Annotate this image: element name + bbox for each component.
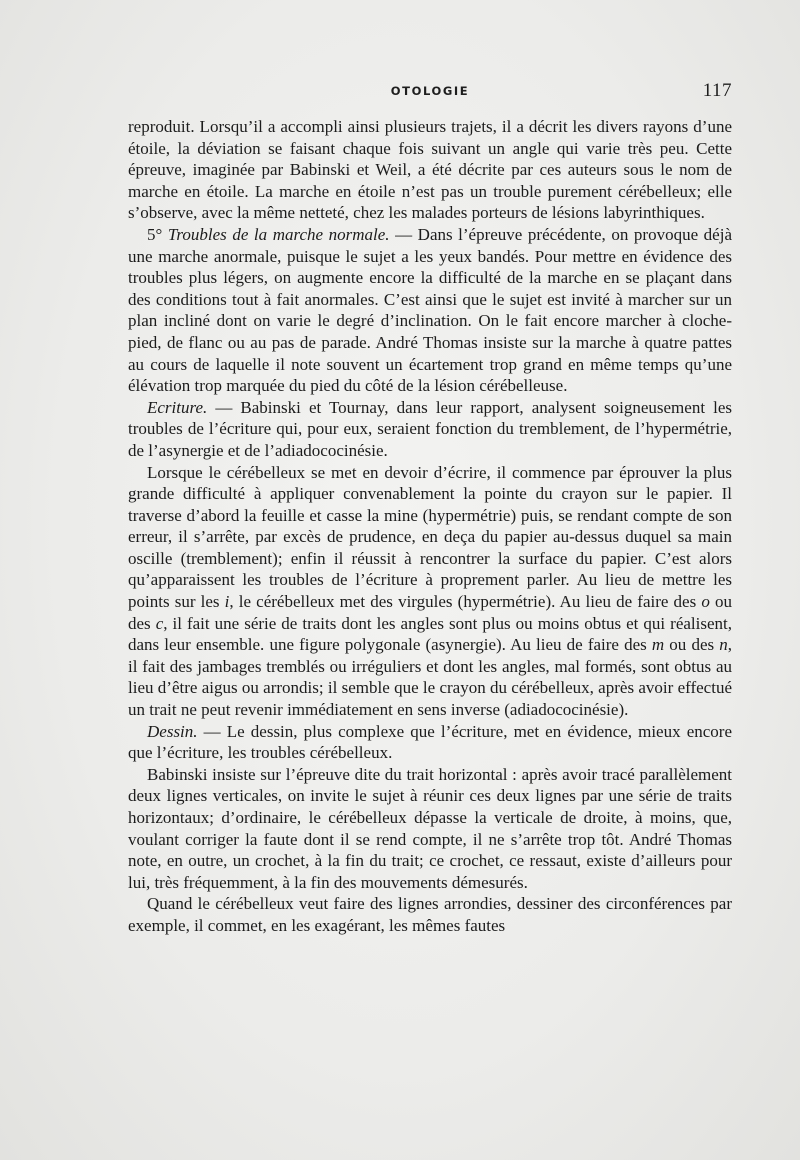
running-title: OTOLOGIE: [390, 84, 470, 98]
page-number: 117: [702, 80, 732, 101]
paragraph-text: ou des: [664, 635, 720, 655]
paragraph-lignes-arrondies: Quand le cérébelleux veut faire des lignes arrondies, dessiner des circonférences par exemple, il commet, en les exagérant, les mêmes fautes: [128, 894, 732, 935]
paragraph-text: — Dans l’épreuve précédente, on provoque déjà une marche anormale, puisque le sujet a les yeux bandés. Pour mettre en évidence des troubles plus légers, on augmente encore la difficulté de la marche en se plaçant dans des conditions tout à fait anormales. C’est ainsi que le sujet est invité à marcher sur un plan incliné dont on varie le degré d’inclination. On le fait encore marcher à cloche-pied, de flanc ou au pas de parade. André Thomas insiste sur la marche à quatre pattes au cours de laquelle il note souvent un écartement trop grand en même temps qu’une élévation trop marquée du pied du côté de la lésion cérébelleuse.: [128, 224, 732, 396]
letter-i: i: [224, 592, 230, 612]
paragraph-text: , le cérébelleux met des virgules (hypermétrie). Au lieu de faire des: [229, 592, 702, 612]
paragraph-dessin: [128, 721, 732, 764]
letter-m: m: [651, 635, 665, 655]
section-heading-dessin: Dessin.: [147, 721, 198, 741]
section-heading-troubles-marche: Troubles de la marche normale.: [167, 224, 390, 244]
paragraph-marche-en-etoile: reproduit. Lorsqu’il a accompli ainsi plusieurs trajets, il a décrit les divers rayons d’une étoile, la déviation se faisant chaque fois suivant un angle qui varie très peu. Cette épreuve, imaginée par Babinski et Weil, a été décrite par ces auteurs sous le nom de marche en étoile. La marche en étoile n’est pas un trouble purement cérébelleux; elle s’observe, avec la même netteté, chez les malades porteurs de lésions labyrinthiques.: [128, 117, 732, 223]
body-text: [128, 116, 732, 937]
letter-c: c: [155, 613, 164, 633]
paragraph-trait-horizontal: Babinski insiste sur l’épreuve dite du trait horizontal : après avoir tracé parallèlement deux lignes verticales, on invite le sujet à réunir ces deux lignes par une série de traits horizontaux; d’ordinaire, le cérébelleux dépasse la verticale de droite, à moins, que, voulant corriger la faute dont il se rend compte, il ne s’arrête trop tôt. André Thomas note, en outre, un crochet, à la fin du trait; ce crochet, ce ressaut, existe d’ailleurs pour lui, très fréquemment, à la fin des mouvements démesurés.: [128, 764, 732, 892]
paragraph-text: ou des: [128, 592, 732, 633]
paragraph-text: — Le dessin, plus complexe que l’écriture, met en évidence, mieux encore que l’écriture, les troubles cérébelleux.: [128, 721, 732, 763]
paragraph-ecriture-details: [128, 462, 732, 721]
paragraph-text: Lorsque le cérébelleux se met en devoir d’écrire, il commence par éprouver la plus grande difficulté à appliquer convenablement la pointe du crayon sur le papier. Il traverse d’abord la feuille et casse la mine (hypermétrie) puis, se rendant compte de son erreur, il s’arrête, par excès de prudence, en deça du papier au-dessus duquel sa main oscille (tremblement); enfin il réussit à rencontrer la surface du papier. C’est alors qu’apparaissent les troubles de l’écriture à proprement parler. Au lieu de mettre les points sur les: [128, 462, 732, 612]
paragraph-text: , il fait une série de traits dont les angles sont plus ou moins obtus et qui réalisent, dans leur ensemble. une figure polygonale (asynergie). Au lieu de faire des: [128, 613, 732, 655]
letter-o: o: [701, 592, 710, 612]
paragraph-text: , il fait des jambages tremblés ou irréguliers et dont les angles, mal formés, sont obtus au lieu d’être aigus ou arrondis; il semble que le crayon du cérébelleux, après avoir effectué un trait ne peut revenir immédiatement en sens inverse (adiadococinésie).: [128, 635, 732, 720]
section-number: 5°: [147, 224, 168, 244]
page-header: [128, 80, 732, 102]
letter-n: n: [719, 635, 728, 655]
section-heading-ecriture: Ecriture.: [147, 397, 208, 417]
paragraph-ecriture: [128, 397, 732, 462]
paragraph-troubles-marche-normale: [128, 224, 732, 397]
paragraph-text: — Babinski et Tournay, dans leur rapport, analysent soigneusement les troubles de l’écriture qui, pour eux, seraient fonction du tremblement, de l’hypermétrie, de l’asynergie et de l’adiadococinésie.: [128, 397, 732, 460]
